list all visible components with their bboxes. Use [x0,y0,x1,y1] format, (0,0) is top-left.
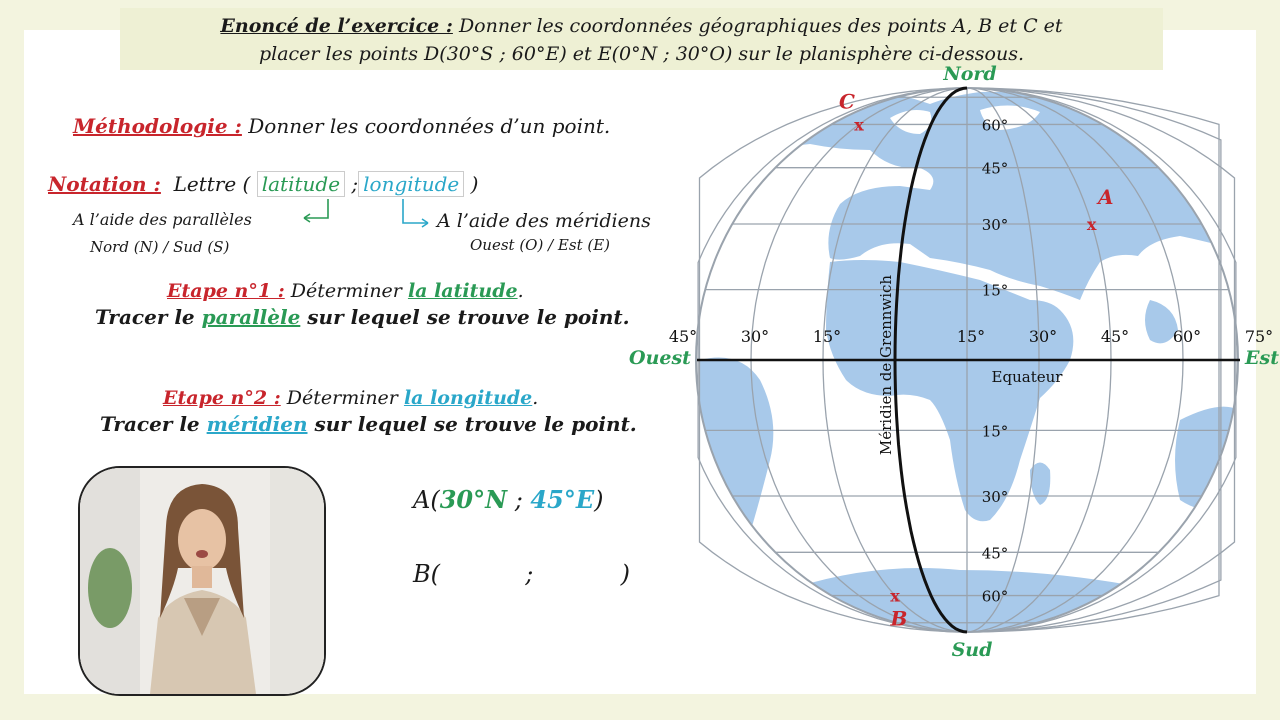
longitude-label: 15° [956,327,986,346]
answer-b-close: ) [620,560,631,588]
notation-longitude: longitude [358,171,464,197]
west-label: Ouest [629,347,691,369]
answer-b-prefix: B( [413,560,440,588]
step2-line2 [100,412,637,436]
methodology-text: Donner les coordonnées d’un point. [248,114,611,138]
step1-line2-b: sur lequel se trouve le point. [307,305,630,329]
latitude-label: 15° [981,281,1009,300]
step2-line2-a: Tracer le [100,412,200,436]
step1-text: Déterminer [290,280,402,302]
point-a-label: A [1097,185,1114,209]
notation-close: ) [470,172,479,196]
point-c-mark: x [854,115,864,135]
answer-a-sep: ; [514,486,523,514]
step1-key: la latitude [407,280,518,302]
latitude-label: 15° [981,422,1009,441]
latitude-label: 30° [981,488,1009,506]
point-b-label: B [890,606,908,631]
south-label: Sud [951,639,993,661]
latitude-label: 30° [981,216,1009,234]
step1-label: Etape n°1 : [167,280,285,302]
longitude-label: 45° [1100,327,1130,346]
parallels-note: A l’aide des parallèles [73,210,252,229]
globe-map [620,60,1280,670]
meridians-values: Ouest (O) / Est (E) [470,236,611,254]
longitude-label: 15° [812,327,842,346]
statement-line2: placer les points D(30°S ; 60°E) et E(0°N ; 30°O) sur le planisphère ci-dessous. [258,43,1025,65]
notation-arrows [290,195,440,235]
parallels-values: Nord (N) / Sud (S) [90,238,230,256]
answer-b-sep: ; [525,560,534,588]
methodology-label: Méthodologie : [73,114,242,138]
latitude-label: 60° [981,587,1009,606]
latitude-label: 45° [981,159,1009,178]
greenwich-label: Méridien de Grennwich [877,274,895,456]
presenter-photo [78,466,326,696]
step1-dot: . [517,280,524,302]
answer-a-lat: 30°N [439,485,508,514]
step2-text: Déterminer [286,387,398,409]
equator-label: Equateur [991,368,1063,386]
notation-label: Notation : [48,172,161,196]
step2-dot: . [532,387,539,409]
north-label: Nord [943,63,997,85]
point-c-label: C [839,89,855,114]
point-a-mark: x [1086,215,1097,234]
longitude-label: 45° [668,327,698,346]
meridians-note: A l’aide des méridiens [437,210,651,232]
step1-line2-key: parallèle [201,305,301,329]
step2-line2-key: méridien [206,412,308,436]
statement-label: Enoncé de l’exercice : [220,15,453,37]
answer-a-lon: 45°E [530,485,595,514]
point-b-mark: x [890,586,900,606]
step2 [163,387,538,409]
answer-a [413,485,604,514]
answer-b [413,560,630,588]
step2-line2-b: sur lequel se trouve le point. [314,412,637,436]
notation-lettre: Lettre ( [173,172,251,196]
longitude-label: 60° [1172,327,1202,346]
latitude-label: 60° [981,116,1009,135]
latitude-label: 45° [981,544,1009,563]
longitude-arrow [403,199,428,223]
step1 [167,280,524,302]
notation-sep: ; [351,172,359,196]
notation-latitude: latitude [257,171,345,197]
step2-label: Etape n°2 : [163,387,281,409]
answer-a-prefix: A( [413,486,440,514]
statement-line1: Donner les coordonnées géographiques des points A, B et C et [458,15,1063,37]
east-label: Est [1245,347,1279,369]
step2-key: la longitude [403,387,533,409]
longitude-label: 30° [740,327,770,346]
longitude-label: 75° [1244,327,1274,346]
methodology [73,114,610,138]
longitude-label: 30° [1028,327,1058,346]
notation [48,172,478,196]
answer-a-close: ) [594,486,604,514]
step1-line2-a: Tracer le [95,305,195,329]
step1-line2 [95,305,630,329]
